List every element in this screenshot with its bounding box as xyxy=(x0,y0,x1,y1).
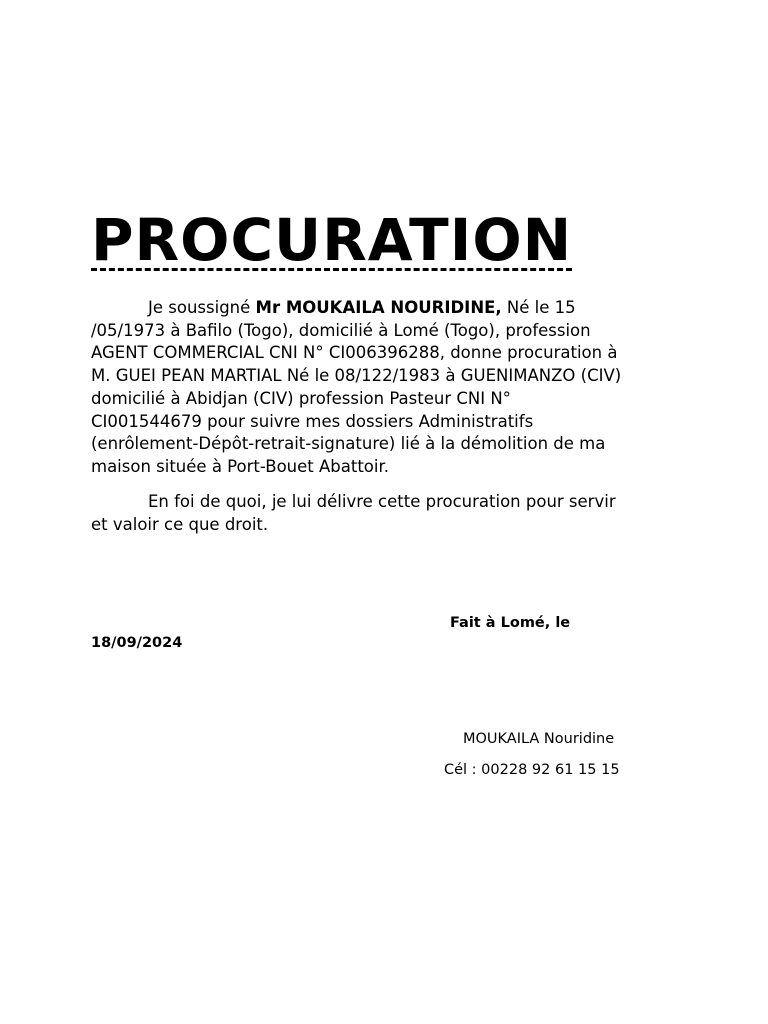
date-line: 18/09/2024 xyxy=(91,635,183,651)
closing-paragraph xyxy=(91,491,681,536)
paragraph-line: maison située à Port-Bouet Abattoir. xyxy=(91,456,389,476)
closing-text-line-2: et valoir ce que droit. xyxy=(91,514,269,534)
paragraph-line: domicilié à Abidjan (CIV) profession Pasteur CNI N° xyxy=(91,388,511,408)
paragraph-line: M. GUEI PEAN MARTIAL Né le 08/122/1983 à GUENIMANZO (CIV) xyxy=(91,366,622,386)
paragraph-line xyxy=(91,297,681,320)
signatory-name: MOUKAILA Nouridine xyxy=(463,731,615,747)
paragraph-line: /05/1973 à Bafilo (Togo), domicilié à Lomé (Togo), profession xyxy=(91,320,591,340)
paragraph-line xyxy=(91,491,681,514)
signatory-phone: Cél : 00228 92 61 15 15 xyxy=(444,762,620,778)
declaration-paragraph xyxy=(91,297,681,479)
place-line: Fait à Lomé, le xyxy=(450,615,571,631)
document-title: PROCURATION xyxy=(91,206,573,274)
paragraph-line: CI001544679 pour suivre mes dossiers Administratifs xyxy=(91,411,534,431)
declaration-intro: Je soussigné xyxy=(148,298,256,317)
principal-name: Mr MOUKAILA NOURIDINE, xyxy=(255,298,502,317)
birth-date-start: Né le 15 xyxy=(501,298,576,317)
closing-text-line-1: En foi de quoi, je lui délivre cette procuration pour servir xyxy=(148,492,616,511)
paragraph-line: AGENT COMMERCIAL CNI N° CI006396288, donne procuration à xyxy=(91,343,618,363)
paragraph-line: (enrôlement-Dépôt-retrait-signature) lié à la démolition de ma xyxy=(91,434,606,454)
